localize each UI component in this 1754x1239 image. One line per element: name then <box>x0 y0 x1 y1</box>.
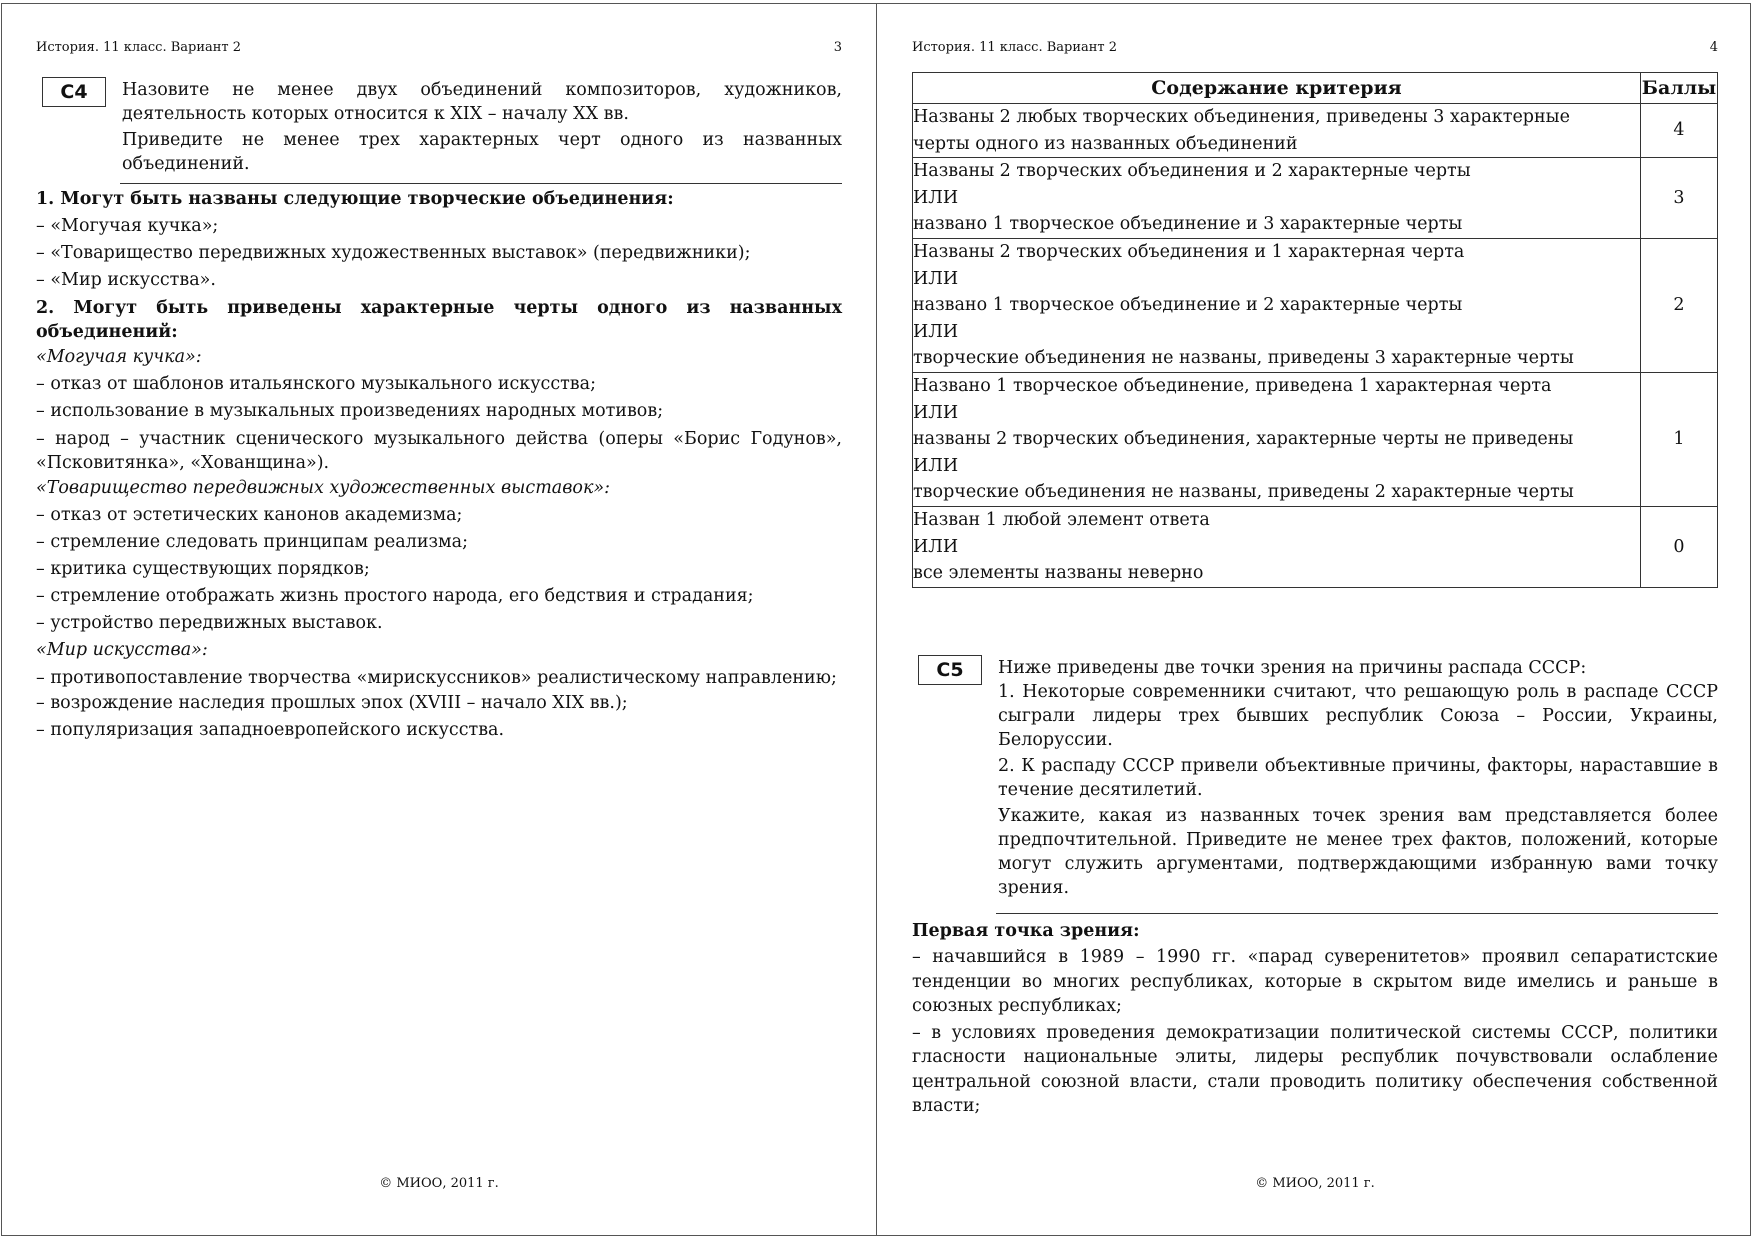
criteria-row <box>913 158 1718 239</box>
score-cell: 4 <box>1641 104 1718 158</box>
task-c5-rule <box>996 913 1718 914</box>
list-item: – популяризация западноевропейского искусства. <box>36 720 505 740</box>
criteria-row <box>913 104 1718 158</box>
group2-title: «Товарищество передвижных художественных выставок»: <box>36 478 611 498</box>
criteria-line: Названы 2 любых творческих объединения, приведены 3 характерные <box>913 107 1570 127</box>
left-page-footer: © МИОО, 2011 г. <box>379 1176 499 1191</box>
answer-title: Первая точка зрения: <box>912 921 1140 941</box>
task-c5-point2: 2. К распаду СССР привели объективные причины, факторы, нараставшие в течение десятилетий. <box>998 756 1718 800</box>
right-page-footer: © МИОО, 2011 г. <box>1255 1176 1375 1191</box>
criteria-row <box>913 372 1718 506</box>
list-item: – возрождение наследия прошлых эпох (XVIII – начало XIX вв.); <box>36 693 628 713</box>
page-number: 3 <box>833 40 842 55</box>
criteria-line: творческие объединения не названы, приведены 3 характерные черты <box>913 348 1574 369</box>
criteria-text-cell <box>913 158 1641 239</box>
task-c5-question: Укажите, какая из названных точек зрения вам представляется более предпочтительной. Приведите не менее трех фактов, положений, которые могут служить аргументами, подтверждающими избранную вами точку зрения. <box>998 806 1718 898</box>
criteria-line: ИЛИ <box>913 321 959 342</box>
group1-title: «Могучая кучка»: <box>36 347 202 367</box>
list-item: – устройство передвижных выставок. <box>36 613 383 633</box>
list-item: – «Товарищество передвижных художественных выставок» (передвижники); <box>36 243 751 263</box>
list-item: – народ – участник сценического музыкального действа (оперы «Борис Годунов», «Псковитянка», «Хованщина»). <box>36 429 842 473</box>
task-c4-para1: Назовите не менее двух объединений композиторов, художников, деятельность которых относится к XIX – началу XX вв. <box>122 80 842 124</box>
group3-title: «Мир искусства»: <box>36 640 208 660</box>
task-c4-para2: Приведите не менее трех характерных черт одного из названных объединений. <box>122 130 842 174</box>
header-title: История. 11 класс. Вариант 2 <box>36 40 242 55</box>
task-c5-point1: 1. Некоторые современники считают, что решающую роль в распаде СССР сыграли лидеры трех бывших республик Союза – России, Украины, Белоруссии. <box>998 682 1718 750</box>
list-item: – использование в музыкальных произведениях народных мотивов; <box>36 401 664 421</box>
criteria-line: названо 1 творческое объединение и 3 характерные черты <box>913 214 1463 235</box>
task-c5-text <box>998 656 1718 900</box>
list-item: – в условиях проведения демократизации политической системы СССР, политики гласности национальные элиты, лидеры республик почувствовали ослабление центральной союзной власти, стали проводить политику обеспечения собственной власти; <box>912 1022 1718 1116</box>
criteria-line: названы 2 творческих объединения, характерные черты не приведены <box>913 429 1574 450</box>
list-item: – «Мир искусства». <box>36 270 216 290</box>
criteria-line: ИЛИ <box>913 268 959 289</box>
criteria-text-cell <box>913 104 1641 158</box>
left-page-header <box>36 40 842 55</box>
criteria-text-cell <box>913 372 1641 506</box>
task-c5-intro: Ниже приведены две точки зрения на причины распада СССР: <box>998 658 1587 678</box>
col-score-header: Баллы <box>1641 73 1718 104</box>
col-criteria-header: Содержание критерия <box>913 73 1641 104</box>
task-label-c4: С4 <box>42 77 106 107</box>
criteria-text-cell <box>913 506 1641 587</box>
criteria-line: Названы 2 творческих объединения и 1 характерная черта <box>913 241 1465 262</box>
list-item: – критика существующих порядков; <box>36 559 370 579</box>
page-number: 4 <box>1709 40 1718 55</box>
criteria-text-cell <box>913 238 1641 372</box>
score-cell: 0 <box>1641 506 1718 587</box>
list-item: – отказ от эстетических канонов академизма; <box>36 505 463 525</box>
criteria-line: Названы 2 творческих объединения и 2 характерные черты <box>913 161 1471 182</box>
criteria-line: ИЛИ <box>913 402 959 423</box>
list-item: – «Могучая кучка»; <box>36 216 219 236</box>
criteria-table-header <box>913 73 1718 104</box>
criteria-line: ИЛИ <box>913 536 959 557</box>
right-page-header <box>912 40 1718 55</box>
section1-title: 1. Могут быть названы следующие творческие объединения: <box>36 189 674 209</box>
criteria-row <box>913 238 1718 372</box>
criteria-line: ИЛИ <box>913 455 959 476</box>
task-label-c5: С5 <box>918 655 982 685</box>
list-item: – начавшийся в 1989 – 1990 гг. «парад суверенитетов» проявил сепаратистские тенденции во многих республиках, которые в скрытом виде имелись и раньше в союзных республиках; <box>912 947 1718 1016</box>
criteria-line: ИЛИ <box>913 187 959 208</box>
list-item: – отказ от шаблонов итальянского музыкального искусства; <box>36 374 596 394</box>
list-item: – противопоставление творчества «мирискуссников» реалистическому направлению; <box>36 668 837 688</box>
task-c4-text <box>122 78 842 176</box>
score-cell: 2 <box>1641 238 1718 372</box>
page-divider <box>876 3 877 1236</box>
list-item: – стремление следовать принципам реализма; <box>36 532 468 552</box>
criteria-line: названо 1 творческое объединение и 2 характерные черты <box>913 295 1463 316</box>
criteria-row <box>913 506 1718 587</box>
criteria-line: Назван 1 любой элемент ответа <box>913 509 1210 530</box>
c5-answer-key <box>912 918 1718 1119</box>
criteria-table <box>912 72 1718 588</box>
task-c4-rule <box>120 183 842 184</box>
criteria-line: черты одного из названных объединений <box>913 133 1298 154</box>
score-cell: 3 <box>1641 158 1718 239</box>
criteria-line: Названо 1 творческое объединение, приведена 1 характерная черта <box>913 375 1552 396</box>
c4-answer-key <box>36 186 842 744</box>
header-title: История. 11 класс. Вариант 2 <box>912 40 1118 55</box>
criteria-line: творческие объединения не названы, приведены 2 характерные черты <box>913 482 1574 503</box>
list-item: – стремление отображать жизнь простого народа, его бедствия и страдания; <box>36 586 754 606</box>
score-cell: 1 <box>1641 372 1718 506</box>
criteria-line: все элементы названы неверно <box>913 563 1204 584</box>
section2-title: 2. Могут быть приведены характерные черты одного из названных объединений: <box>36 298 842 342</box>
